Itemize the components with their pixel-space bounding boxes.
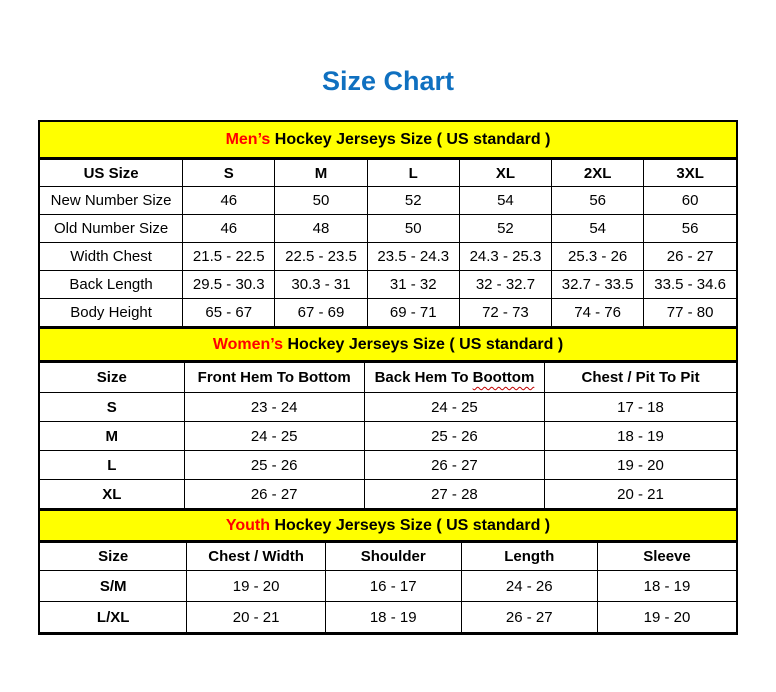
womens-value-cell: 26 - 27 bbox=[184, 480, 364, 509]
womens-banner-highlight: Women’s bbox=[212, 335, 284, 353]
mens-header-cell: S bbox=[183, 160, 275, 187]
mens-table-row bbox=[40, 271, 736, 299]
womens-value-cell: 18 - 19 bbox=[545, 422, 736, 451]
mens-value-cell: 31 - 32 bbox=[367, 271, 459, 299]
mens-value-cell: 30.3 - 31 bbox=[275, 271, 367, 299]
mens-value-cell: 48 bbox=[275, 215, 367, 243]
youth-value-cell: 19 - 20 bbox=[597, 602, 736, 633]
mens-value-cell: 69 - 71 bbox=[367, 299, 459, 327]
womens-value-cell: 26 - 27 bbox=[364, 451, 544, 480]
mens-table-row bbox=[40, 243, 736, 271]
mens-row-label-cell: Old Number Size bbox=[40, 215, 183, 243]
womens-value-cell: 17 - 18 bbox=[545, 393, 736, 422]
youth-table-row bbox=[40, 571, 736, 602]
mens-value-cell: 32.7 - 33.5 bbox=[552, 271, 644, 299]
mens-value-cell: 56 bbox=[552, 187, 644, 215]
mens-value-cell: 54 bbox=[459, 187, 551, 215]
mens-value-cell: 67 - 69 bbox=[275, 299, 367, 327]
mens-table-row bbox=[40, 215, 736, 243]
mens-value-cell: 65 - 67 bbox=[183, 299, 275, 327]
mens-value-cell: 22.5 - 23.5 bbox=[275, 243, 367, 271]
mens-value-cell: 52 bbox=[459, 215, 551, 243]
youth-value-cell: 19 - 20 bbox=[187, 571, 326, 602]
womens-header-cell bbox=[364, 363, 544, 393]
mens-header-cell: M bbox=[275, 160, 367, 187]
youth-header-cell: Shoulder bbox=[325, 543, 461, 571]
womens-value-cell: 19 - 20 bbox=[545, 451, 736, 480]
mens-value-cell: 33.5 - 34.6 bbox=[644, 271, 736, 299]
womens-row-label-cell: XL bbox=[40, 480, 184, 509]
mens-value-cell: 46 bbox=[183, 215, 275, 243]
mens-value-cell: 56 bbox=[644, 215, 736, 243]
womens-value-cell: 20 - 21 bbox=[545, 480, 736, 509]
youth-row-label-cell: L/XL bbox=[40, 602, 187, 633]
mens-value-cell: 46 bbox=[183, 187, 275, 215]
mens-table-row bbox=[40, 187, 736, 215]
womens-row-label-cell: L bbox=[40, 451, 184, 480]
mens-value-cell: 74 - 76 bbox=[552, 299, 644, 327]
youth-section-banner bbox=[40, 509, 736, 542]
mens-value-cell: 21.5 - 22.5 bbox=[183, 243, 275, 271]
page-title: Size Chart bbox=[321, 66, 455, 96]
mens-header-cell: 3XL bbox=[644, 160, 736, 187]
womens-section-banner bbox=[40, 327, 736, 362]
youth-value-cell: 18 - 19 bbox=[325, 602, 461, 633]
youth-header-cell: Chest / Width bbox=[187, 543, 326, 571]
womens-table-row bbox=[40, 422, 736, 451]
youth-banner-text: Hockey Jerseys Size ( US standard ) bbox=[270, 516, 551, 534]
womens-header-row bbox=[40, 363, 736, 393]
youth-size-table bbox=[40, 542, 736, 633]
youth-value-cell: 24 - 26 bbox=[461, 571, 597, 602]
youth-value-cell: 26 - 27 bbox=[461, 602, 597, 633]
mens-value-cell: 32 - 32.7 bbox=[459, 271, 551, 299]
mens-size-table bbox=[40, 159, 736, 327]
mens-value-cell: 50 bbox=[275, 187, 367, 215]
womens-banner-text: Hockey Jerseys Size ( US standard ) bbox=[283, 335, 564, 353]
mens-section-banner bbox=[40, 122, 736, 159]
mens-value-cell: 54 bbox=[552, 215, 644, 243]
mens-row-label-cell: Back Length bbox=[40, 271, 183, 299]
mens-header-row bbox=[40, 160, 736, 187]
womens-value-cell: 27 - 28 bbox=[364, 480, 544, 509]
mens-banner-highlight: Men’s bbox=[225, 130, 271, 148]
mens-row-label-cell: Width Chest bbox=[40, 243, 183, 271]
mens-row-label-cell: New Number Size bbox=[40, 187, 183, 215]
mens-value-cell: 25.3 - 26 bbox=[552, 243, 644, 271]
youth-header-cell: Sleeve bbox=[597, 543, 736, 571]
mens-value-cell: 29.5 - 30.3 bbox=[183, 271, 275, 299]
mens-table-row bbox=[40, 299, 736, 327]
mens-value-cell: 72 - 73 bbox=[459, 299, 551, 327]
mens-value-cell: 50 bbox=[367, 215, 459, 243]
youth-header-cell: Length bbox=[461, 543, 597, 571]
womens-value-cell: 25 - 26 bbox=[184, 451, 364, 480]
mens-header-cell: L bbox=[367, 160, 459, 187]
womens-header-cell: Chest / Pit To Pit bbox=[545, 363, 736, 393]
womens-size-table bbox=[40, 362, 736, 509]
mens-row-label-cell: Body Height bbox=[40, 299, 183, 327]
youth-value-cell: 18 - 19 bbox=[597, 571, 736, 602]
womens-header-cell: Size bbox=[40, 363, 184, 393]
womens-value-cell: 24 - 25 bbox=[364, 393, 544, 422]
mens-value-cell: 60 bbox=[644, 187, 736, 215]
youth-table-row bbox=[40, 602, 736, 633]
mens-value-cell: 26 - 27 bbox=[644, 243, 736, 271]
misspelled-word: Boottom bbox=[472, 369, 535, 386]
size-chart bbox=[38, 120, 738, 635]
womens-value-cell: 24 - 25 bbox=[184, 422, 364, 451]
womens-value-cell: 23 - 24 bbox=[184, 393, 364, 422]
youth-header-row bbox=[40, 543, 736, 571]
womens-table-row bbox=[40, 451, 736, 480]
youth-header-cell: Size bbox=[40, 543, 187, 571]
womens-row-label-cell: M bbox=[40, 422, 184, 451]
youth-value-cell: 16 - 17 bbox=[325, 571, 461, 602]
womens-value-cell: 25 - 26 bbox=[364, 422, 544, 451]
womens-table-row bbox=[40, 480, 736, 509]
youth-banner-highlight: Youth bbox=[225, 516, 270, 534]
mens-value-cell: 24.3 - 25.3 bbox=[459, 243, 551, 271]
womens-header-cell: Front Hem To Bottom bbox=[184, 363, 364, 393]
youth-value-cell: 20 - 21 bbox=[187, 602, 326, 633]
mens-value-cell: 77 - 80 bbox=[644, 299, 736, 327]
mens-value-cell: 52 bbox=[367, 187, 459, 215]
womens-table-row bbox=[40, 393, 736, 422]
mens-header-cell: US Size bbox=[40, 160, 183, 187]
womens-row-label-cell: S bbox=[40, 393, 184, 422]
womens-header-text: Back Hem To bbox=[374, 369, 473, 386]
mens-header-cell: XL bbox=[459, 160, 551, 187]
youth-row-label-cell: S/M bbox=[40, 571, 187, 602]
mens-banner-text: Hockey Jerseys Size ( US standard ) bbox=[270, 130, 551, 148]
mens-header-cell: 2XL bbox=[552, 160, 644, 187]
mens-value-cell: 23.5 - 24.3 bbox=[367, 243, 459, 271]
